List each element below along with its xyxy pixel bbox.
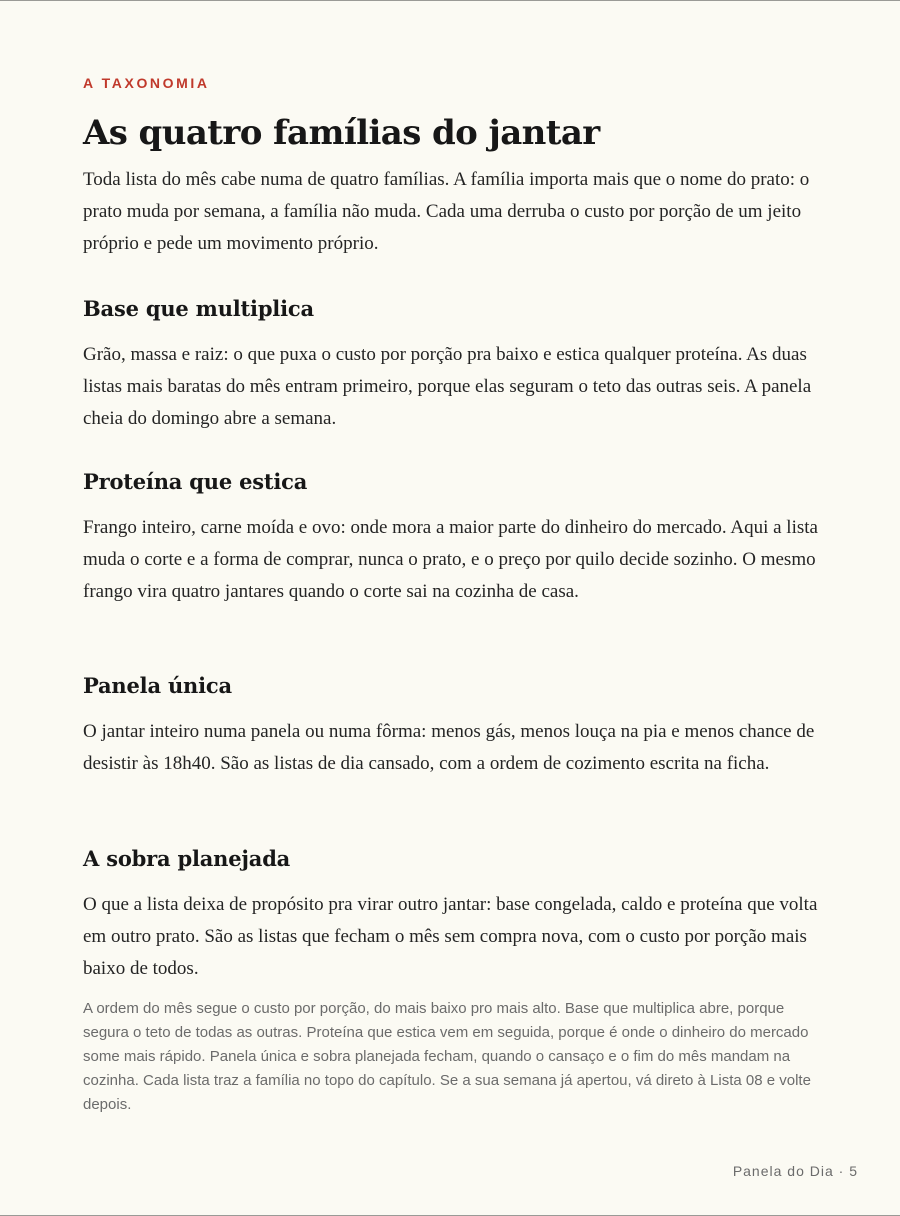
page-title: As quatro famílias do jantar	[83, 113, 600, 153]
section-body: O que a lista deixa de propósito pra virar outro jantar: base congelada, caldo e proteína que volta em outro prato. São as listas que fecham o mês sem compra nova, com o custo por porção mais baixo de todos.	[83, 894, 818, 979]
section-kicker: A TAXONOMIA	[83, 75, 210, 91]
family-section-proteina	[83, 466, 821, 608]
section-heading: A sobra planejada	[83, 846, 291, 871]
family-section-sobra	[83, 843, 821, 985]
section-heading: Panela única	[83, 673, 232, 698]
section-body: Grão, massa e raiz: o que puxa o custo por porção pra baixo e estica qualquer proteína. As duas listas mais baratas do mês entram primeiro, porque elas seguram o teto das outras seis. A panela cheia do domingo abre a semana.	[83, 344, 812, 429]
section-heading: Proteína que estica	[83, 469, 308, 494]
section-body: O jantar inteiro numa panela ou numa fôrma: menos gás, menos louça na pia e menos chance de desistir às 18h40. São as listas de dia cansado, com a ordem de cozimento escrita na ficha.	[83, 721, 815, 774]
family-section-base	[83, 293, 821, 435]
order-note: A ordem do mês segue o custo por porção, do mais baixo pro mais alto. Base que multiplica abre, porque segura o teto de todas as outras. Proteína que estica vem em seguida, porque é onde o dinheiro do mercado some mais rápido. Panela única e sobra planejada fecham, quando o cansaço e o fim do mês mandam na cozinha. Cada lista traz a família no topo do capítulo. Se a sua semana já apertou, vá direto à Lista 08 e volte depois.	[83, 1000, 811, 1113]
section-body: Frango inteiro, carne moída e ovo: onde mora a maior parte do dinheiro do mercado. Aqui a lista muda o corte e a forma de comprar, nunca o prato, e o preço por quilo decide sozinho. O mesmo frango vira quatro jantares quando o corte sai na cozinha de casa.	[83, 517, 818, 602]
family-section-panela	[83, 670, 821, 780]
section-heading: Base que multiplica	[83, 296, 314, 321]
page-footer: Panela do Dia · 5	[732, 1163, 858, 1179]
intro-paragraph: Toda lista do mês cabe numa de quatro famílias. A família importa mais que o nome do prato: o prato muda por semana, a família não muda. Cada uma derruba o custo por porção de um jeito próprio e pede um movimento próprio.	[83, 169, 810, 254]
